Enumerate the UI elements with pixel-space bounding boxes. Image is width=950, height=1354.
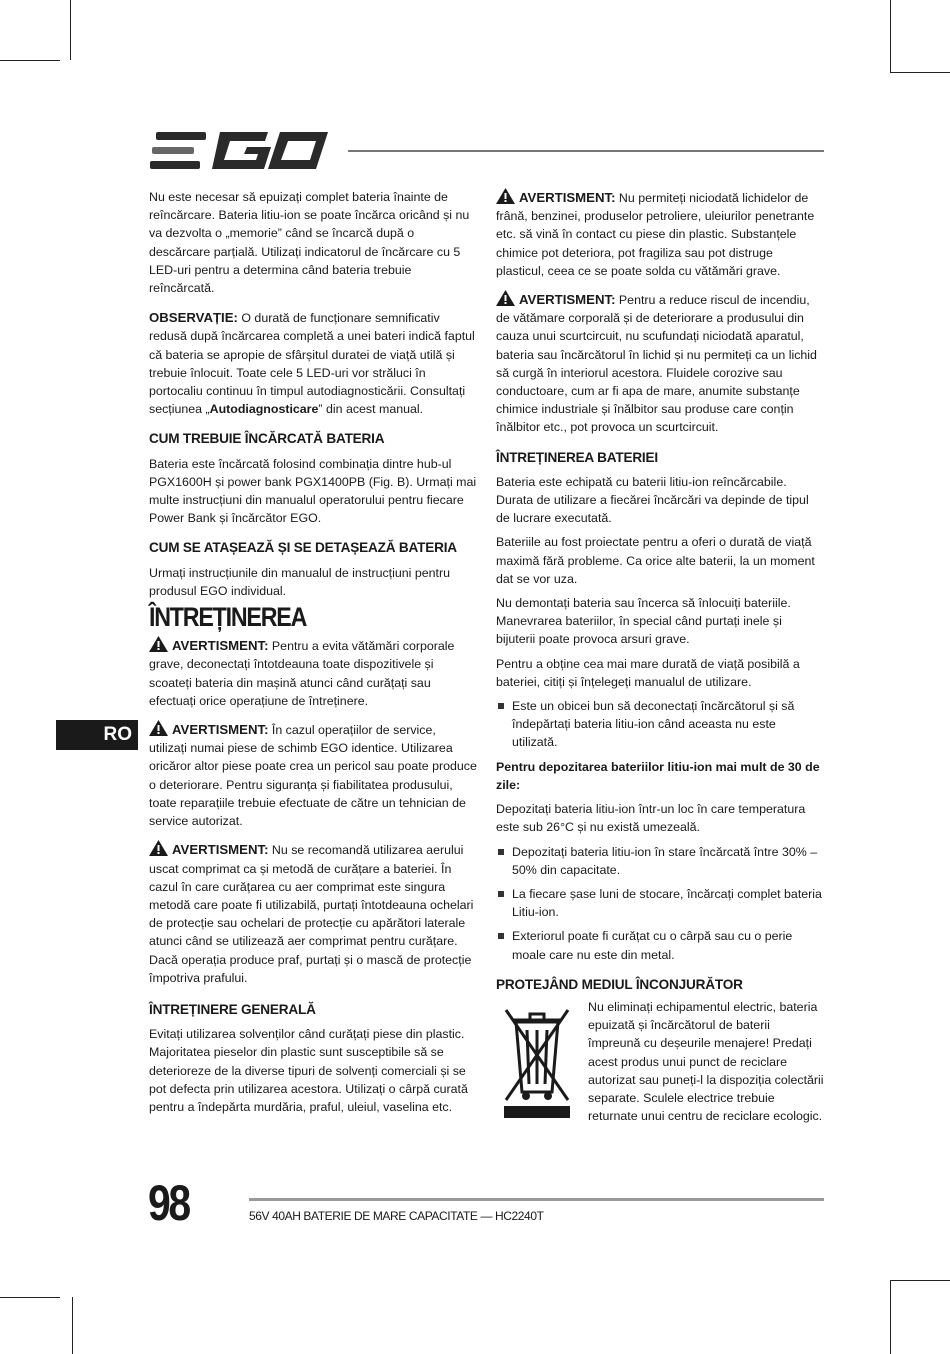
footer-product: 56V 40AH BATERIE DE MARE CAPACITATE — HC2240T	[249, 1209, 544, 1223]
note-bold: Autodiagnosticare	[209, 402, 319, 417]
right-column	[496, 188, 824, 1131]
crop-mark	[890, 0, 891, 72]
environment-block	[496, 1000, 824, 1131]
warning-icon	[496, 290, 515, 306]
ego-logo	[150, 130, 332, 172]
note-label: OBSERVAȚIE:	[149, 310, 238, 326]
intro-paragraph: Nu este necesar să epuizați complet bateria înainte de reîncărcare. Bateria litiu-ion se poate încărca oricând și nu va dezvolta o „memorie” când se încarcă după o descărcare parțială. Utilizați indicatorul de încărcare cu 5 LED-uri pentru a determina când bateria trebuie reîncărcată.	[149, 190, 470, 296]
list-item: La fiecare șase luni de stocare, încărcați complet bateria Litiu-ion.	[496, 885, 824, 921]
warning-1	[149, 636, 477, 710]
charge-heading: CUM TREBUIE ÎNCĂRCATĂ BATERIA	[149, 431, 385, 447]
storage-heading: Pentru depozitarea bateriilor litiu-ion mai mult de 30 de zile:	[496, 759, 820, 792]
attach-paragraph: Urmați instrucțiunile din manualul de instrucțiuni pentru produsul EGO individual.	[149, 565, 450, 598]
header-rule	[348, 150, 824, 152]
language-tab: RO	[56, 720, 138, 750]
left-column	[149, 188, 477, 1122]
note-end: ” din acest manual.	[318, 402, 424, 417]
warning-label: AVERTISMENT:	[172, 638, 269, 654]
general-heading: ÎNTREȚINERE GENERALĂ	[149, 1001, 316, 1017]
warning-label: AVERTISMENT:	[172, 722, 269, 738]
crossed-bin-icon	[496, 1000, 578, 1118]
general-paragraph: Evitați utilizarea solvenților când curățați piese din plastic. Majoritatea pieselor din plastic sunt susceptibile să se deterioreze de la diverse tipuri de solvenți comerciali și se pot defecta prin utilizarea acestora. Utilizați o cârpă curată pentru a îndepărta murdăria, praful, uleiul, vaselina etc.	[149, 1027, 468, 1114]
warning-text: Nu permiteți niciodată lichidelor de frână, benzinei, produselor petroliere, uleiurilor penetrante etc. să vină în contact cu piese din plastic. Substanțele chimice pot deteriora, pot fragiliza sau pot distruge plasticul, ceea ce se poate solda cu vătămări grave.	[496, 191, 815, 278]
crop-mark	[890, 1280, 950, 1281]
crop-mark	[0, 60, 60, 61]
maintenance-title: ÎNTREȚINEREA	[149, 602, 307, 633]
warning-label: AVERTISMENT:	[519, 292, 616, 308]
storage-paragraph: Depozitați bateria litiu-ion într-un loc în care temperatura este sub 26°C și nu există umezeală.	[496, 802, 806, 835]
warning-3	[149, 840, 477, 987]
warning-2	[149, 720, 477, 830]
warning-text: Nu se recomandă utilizarea aerului uscat comprimat ca și metodă de curățare a bateriei. În cazul în care curățarea cu aer comprimat este singura metodă care poate fi utilizabilă, purtați întotdeauna ochelari de protecție sau ochelari de protecție cu apărători laterale atunci când se utilizează aer comprimat pentru curățare. Dacă operația produce praf, purtați și o mască de protecție împotriva prafului.	[149, 843, 474, 985]
warning-text: Pentru a evita vătămări corporale grave, deconectați întotdeauna toate dispozitivele și scoateți bateria din mașină atunci când curățați sau efectuați orice operațiune de întreținere.	[149, 639, 455, 708]
warning-icon	[149, 840, 168, 856]
warning-text: Pentru a reduce riscul de incendiu, de vătămare corporală și de deteriorare a produsului din cauza unui scurtcircuit, nu scufundați niciodată aparatul, bateria sau încărcătorul în lichid și nu permiteți ca un lichid să curgă în interiorul acestora. Fluidele corozive sau conductoare, cum ar fi apa de mare, anumite substanțe chimice industriale și înălbitor sau produse care conțin înălbitor etc., pot provoca un scurtcircuit.	[496, 293, 817, 435]
battery-bullets	[496, 697, 824, 752]
crop-mark	[72, 1297, 73, 1354]
warning-icon	[149, 636, 168, 652]
list-item: Depozitați bateria litiu-ion în stare încărcată între 30% – 50% din capacitate.	[496, 843, 824, 879]
warning-icon	[496, 188, 515, 204]
battery-paragraph-4: Pentru a obține cea mai mare durată de viață posibilă a bateriei, citiți și înțelegeți manualul de utilizare.	[496, 656, 800, 689]
list-item: Exteriorul poate fi curățat cu o cârpă sau cu o perie moale care nu este din metal.	[496, 927, 824, 963]
crop-mark	[890, 72, 950, 73]
warning-4	[496, 188, 824, 280]
footer-rule	[249, 1198, 824, 1201]
warning-icon	[149, 720, 168, 736]
note-text: O durată de funcționare semnificativ redusă după încărcarea completă a unei bateri indică faptul că bateria se apropie de sfârșitul duratei de viață utilă și trebuie înlocuit. Toate cele 5 LED-uri vor străluci în portocaliu continuu în timpul autodiagnosticării. Consultați secțiunea „	[149, 311, 475, 417]
page-number: 98	[148, 1175, 189, 1231]
warning-label: AVERTISMENT:	[172, 842, 269, 858]
charge-paragraph: Bateria este încărcată folosind combinația dintre hub-ul PGX1600H și power bank PGX1400PB (Fig. B). Urmați mai multe instrucțiuni din manualul operatorului pentru fiecare Power Bank și încărcător EGO.	[149, 456, 477, 526]
battery-paragraph-2: Bateriile au fost proiectate pentru a oferi o durată de viață maximă fără probleme. Ca orice alte baterii, la un moment dat se vor uza.	[496, 535, 815, 586]
warning-text: În cazul operațiilor de service, utilizați numai piese de schimb EGO identice. Utilizarea oricăror altor piese poate crea un pericol sau poate produce o deteriorare. Pentru siguranța și fiabilitatea produsului, toate reparațiile trebuie efectuate de către un tehnician de service autorizat.	[149, 723, 477, 829]
crop-mark	[0, 1297, 60, 1298]
warning-label: AVERTISMENT:	[519, 190, 616, 205]
battery-paragraph-1: Bateria este echipată cu baterii litiu-ion reîncărcabile. Durata de utilizare a fiecărei încărcări va depinde de tipul de lucrare executată.	[496, 474, 809, 526]
attach-heading: CUM SE ATAȘEAZĂ ȘI SE DETAȘEAZĂ BATERIA	[149, 540, 457, 556]
list-item: Este un obicei bun să deconectați încărcătorul și să îndepărtați bateria litiu-ion când aceasta nu este utilizată.	[496, 697, 824, 752]
warning-5	[496, 290, 824, 437]
battery-paragraph-3: Nu demontați bateria sau încerca să înlocuiți bateriile. Manevrarea bateriilor, în special când purtați inele și bijuterii poate provoca arsuri grave.	[496, 596, 791, 647]
crop-mark	[70, 0, 71, 60]
crop-mark	[890, 1280, 891, 1354]
environment-paragraph: Nu eliminați echipamentul electric, bateria epuizată și încărcătorul de baterii împreună cu deșeurile menajere! Predați acest produs unui punct de reciclare autorizat sau puneți-l la dispoziția colectării separate. Sculele electrice trebuie returnate unui centru de reciclare ecologic.	[588, 999, 824, 1124]
battery-heading: ÎNTREȚINEREA BATERIEI	[496, 449, 658, 465]
note-paragraph	[149, 309, 477, 418]
storage-bullets	[496, 843, 824, 964]
environment-heading: PROTEJÂND MEDIUL ÎNCONJURĂTOR	[496, 976, 743, 992]
